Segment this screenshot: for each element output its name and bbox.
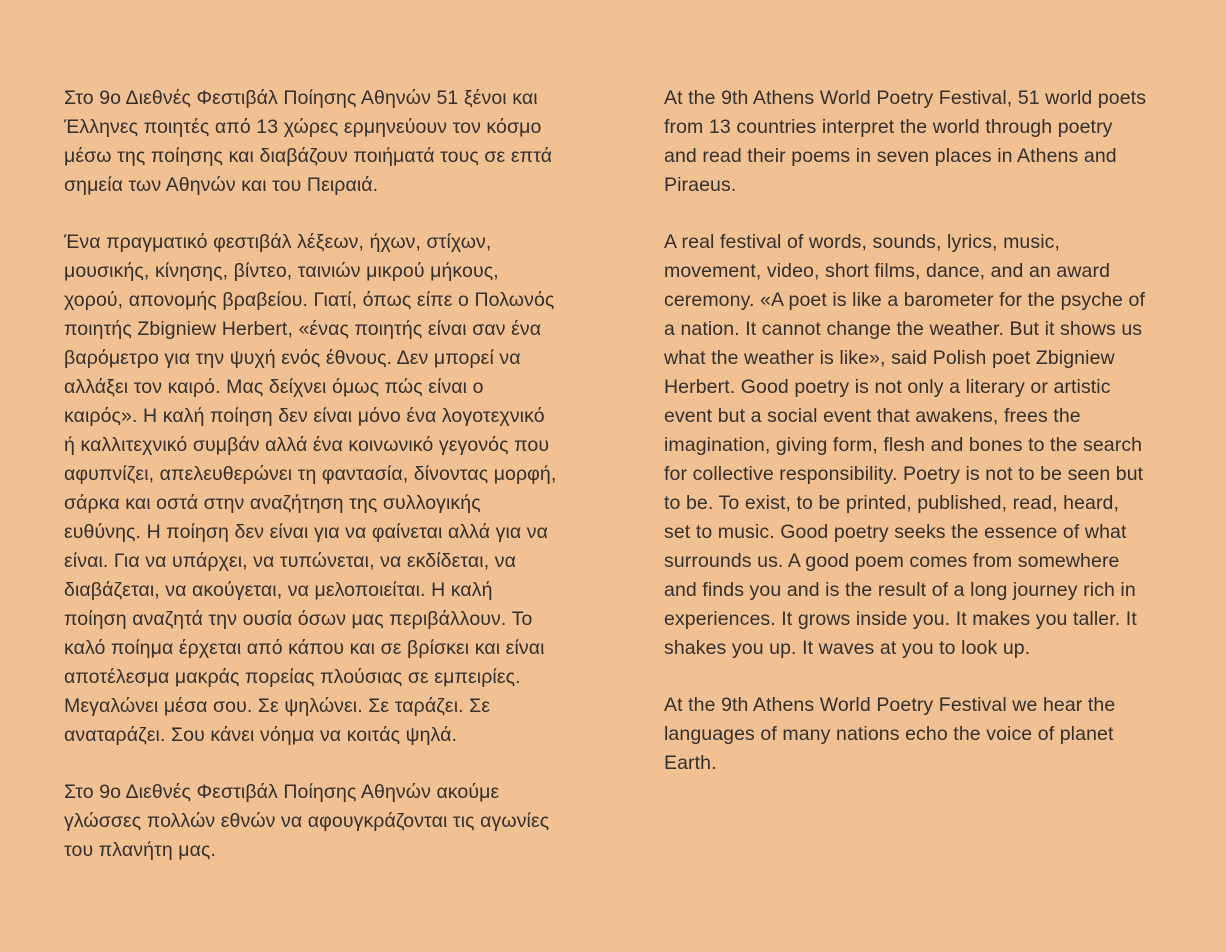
greek-text-column: [64, 84, 558, 912]
english-text-column: [664, 84, 1150, 912]
greek-paragraph-intro: Στο 9ο Διεθνές Φεστιβάλ Ποίησης Αθηνών 51 ξένοι και Έλληνες ποιητές από 13 χώρες ερμηνεύουν τον κόσμο μέσω της ποίησης και διαβάζουν ποιήματά τους σε επτά σημεία των Αθηνών και του Πειραιά.: [64, 87, 553, 196]
english-paragraph-body: A real festival of words, sounds, lyrics, music, movement, video, short films, dance, and an award ceremony. «A poet is like a barometer for the psyche of a nation. It cannot change the weather. But it shows us what the weather is like», said Polish poet Zbigniew Herbert. Good poetry is not only a literary or artistic event but a social event that awakens, frees the imagination, giving form, flesh and bones to the search for collective responsibility. Poetry is not to be seen but to be. To exist, to be printed, published, read, heard, set to music. Good poetry seeks the essence of what surrounds us. A good poem comes from somewhere and finds you and is the result of a long journey rich in experiences. It grows inside you. It makes you taller. It shakes you up. It waves at you to look up.: [664, 231, 1145, 659]
english-paragraph-closing: At the 9th Athens World Poetry Festival we hear the languages of many nations echo the voice of planet Earth.: [664, 694, 1116, 774]
greek-paragraph-body: Ένα πραγματικό φεστιβάλ λέξεων, ήχων, στίχων, μουσικής, κίνησης, βίντεο, ταινιών μικρού μήκους, χορού, απονομής βραβείου. Γιατί, όπως είπε ο Πολωνός ποιητής Zbigniew Herbert, «ένας ποιητής είναι σαν ένα βαρόμετρο για την ψυχή ενός έθνους. Δεν μπορεί να αλλάξει τον καιρό. Μας δείχνει όμως πώς είναι ο καιρός». Η καλή ποίηση δεν είναι μόνο ένα λογοτεχνικό ή καλλιτεχνικό συμβάν αλλά ένα κοινωνικό γεγονός που αφυπνίζει, απελευθερώνει τη φαντασία, δίνοντας μορφή, σάρκα και οστά στην αναζήτηση της συλλογικής ευθύνης. Η ποίηση δεν είναι για να φαίνεται αλλά για να είναι. Για να υπάρχει, να τυπώνεται, να εκδίδεται, να διαβάζεται, να ακούγεται, να μελοποιείται. Η καλή ποίηση αναζητά την ουσία όσων μας περιβάλλουν. Το καλό ποίημα έρχεται από κάπου και σε βρίσκει και είναι αποτέλεσμα μακράς πορείας πλούσιας σε εμπειρίες. Μεγαλώνει μέσα σου. Σε ψηλώνει. Σε ταράζει. Σε αναταράζει. Σου κάνει νόημα να κοιτάς ψηλά.: [64, 231, 557, 746]
greek-paragraph-closing: Στο 9ο Διεθνές Φεστιβάλ Ποίησης Αθηνών ακούμε γλώσσες πολλών εθνών να αφουγκράζονται τις αγωνίες του πλανήτη μας.: [64, 781, 550, 861]
english-paragraph-intro: At the 9th Athens World Poetry Festival, 51 world poets from 13 countries interpret the world through poetry and read their poems in seven places in Athens and Piraeus.: [664, 87, 1147, 196]
